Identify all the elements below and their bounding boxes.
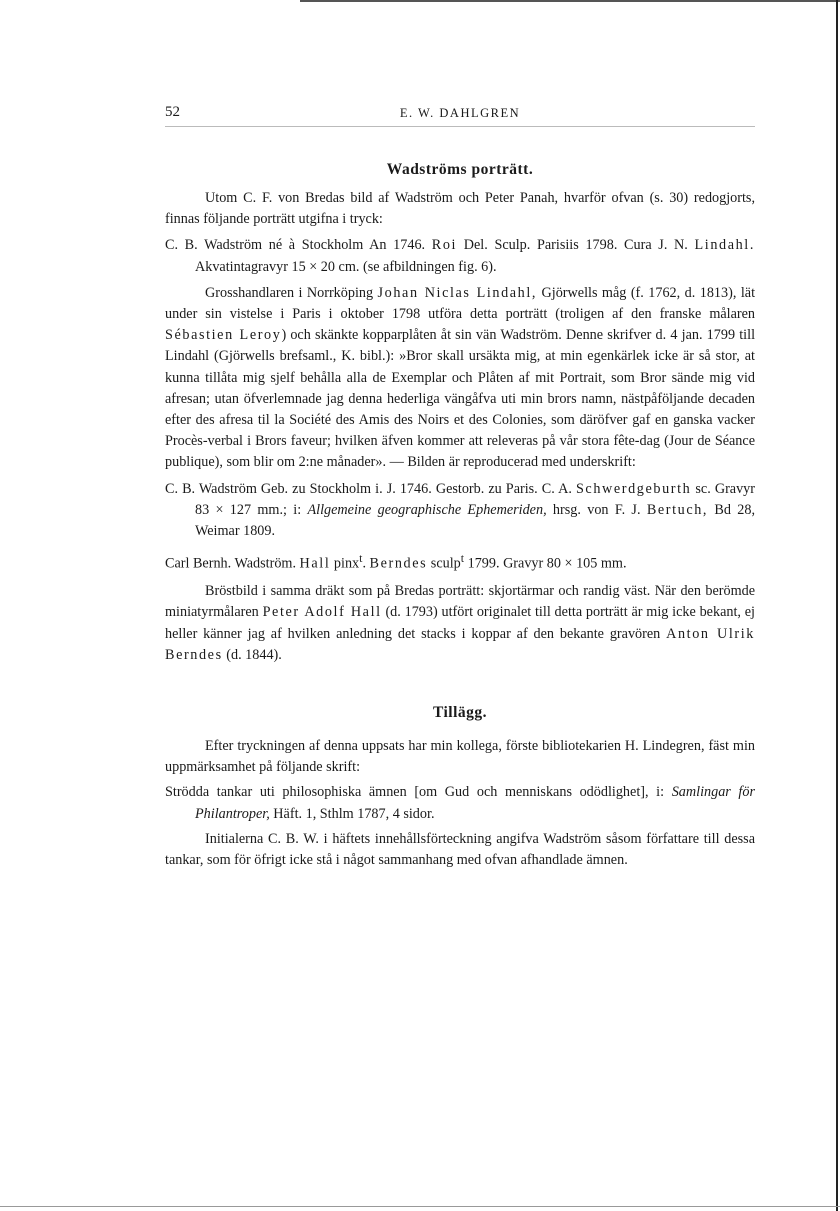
addendum-intro: Efter tryckningen af denna uppsats har min kollega, förste bibliotekarien H. Lindegren, fäst min uppmärksamhet på följande skrift: [165, 738, 755, 776]
scan-top-edge [300, 0, 840, 2]
addendum-entry: Strödda tankar uti philosophiska ämnen [om Gud och menniskans odödlighet], i: Samlingar för Philantroper, Häft. 1, Sthlm 1787, 4 sidor. [165, 784, 755, 822]
page-header [165, 100, 755, 127]
running-head: E. W. DAHLGREN [399, 106, 521, 120]
scan-right-edge [836, 0, 838, 1211]
addendum-paragraph: Initialerna C. B. W. i häftets innehållsförteckning angifva Wadström såsom författare till dessa tankar, som för öfrigt icke stå i något sammanhang med ofvan afhandlade ämnen. [165, 830, 755, 869]
page-number: 52 [165, 104, 180, 120]
portrait-entry-3: Carl Bernh. Wadström. Hall pinx$^t$. Berndes sculp$^t$ 1799. Gravyr 80 × 105 mm. [165, 551, 627, 572]
book-page [165, 100, 755, 871]
scan-bottom-edge [0, 1206, 840, 1207]
section-title-addendum: Tillägg. [432, 704, 488, 721]
hall-paragraph: Bröstbild i samma dräkt som på Bredas porträtt: skjortärmar och randig väst. När den berömde miniatyrmålaren Peter Adolf Hall (d. 1793) utfört originalet till detta porträtt är mig icke bekant, ej heller känner jag af hvilken anledning det stacks i koppar af den bekante gravören Anton Ulrik Berndes (d. 1844). [165, 583, 755, 663]
section-title-portraits: Wadströms porträtt. [386, 161, 534, 178]
portrait-entry-1: C. B. Wadström né à Stockholm An 1746. Roi Del. Sculp. Parisiis 1798. Cura J. N. Lindahl. Akvatintagravyr 15 × 20 cm. (se afbildningen fig. 6). [165, 237, 755, 275]
intro-paragraph: Utom C. F. von Bredas bild af Wadström och Peter Panah, hvarför ofvan (s. 30) redogjorts, finnas följande porträtt utgifna i tryck: [165, 190, 755, 228]
lindahl-paragraph: Grosshandlaren i Norrköping Johan Niclas Lindahl, Gjörwells måg (f. 1762, d. 1813), lät under sin vistelse i Paris i oktober 1798 utföra detta porträtt (troligen af den franske målaren Sébastien Leroy) och skänkte kopparplåten åt sin vän Wadström. Denne skrifver d. 4 jan. 1799 till Lindahl (Gjörwells brefsaml., K. bibl.): »Bror skall ursäkta mig, at min egenkärlek icke är så stor, at kunna tillåta mig sjelf behålla alla de Exemplar och Plåten af mit Portrait, som Bror sände mig vid afresan; utan öfverlemnade jag denna hederliga vängåfva uti min brors namn, nästpåföljande decaden efter des afresa til la Société des Amis des Noirs et des Colonies, som däröfver gaf en ganska vacker Procès-verbal i Brors faveur; hvilken äfven kommer att releveras på vår stora fête-dag (Jour de Séance publique), som blir om 2:ne månader». — Bilden är reproducerad med underskrift: [165, 284, 756, 471]
portrait-entry-2: C. B. Wadström Geb. zu Stockholm i. J. 1746. Gestorb. zu Paris. C. A. Schwerdgeburth sc. Gravyr 83 × 127 mm.; i: Allgemeine geographische Ephemeriden, hrsg. von F. J. Bertuch, Bd 28, Weimar 1809. [165, 480, 755, 540]
